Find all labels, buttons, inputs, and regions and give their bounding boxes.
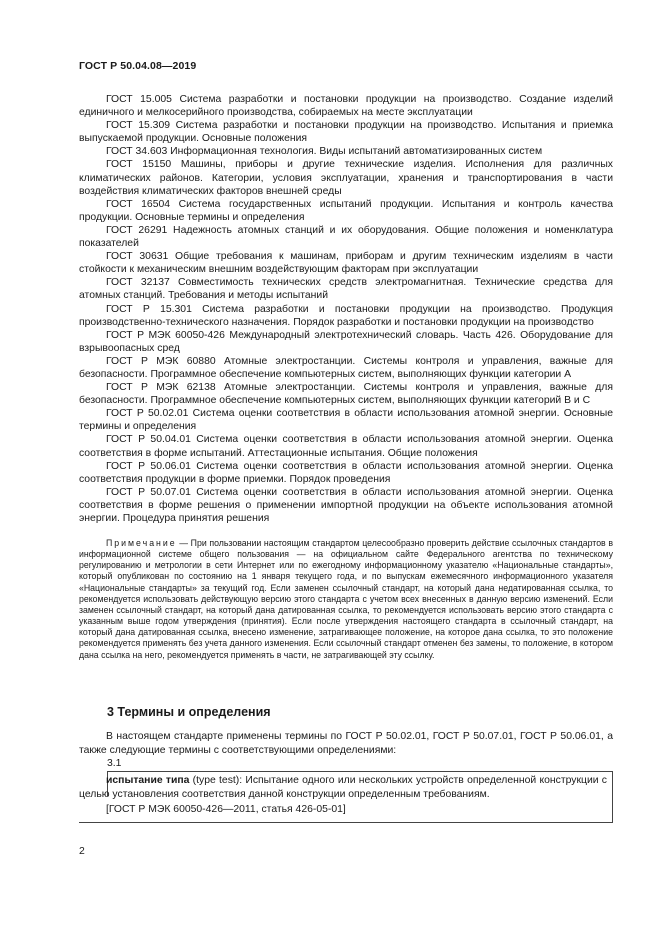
- intro-paragraph: В настоящем стандарте применены термины по ГОСТ Р 50.02.01, ГОСТ Р 50.07.01, ГОСТ Р 50.06.01, а также следующие термины с соответствующими определениями:: [79, 731, 613, 756]
- term-definition: [79, 774, 607, 801]
- box-right-border: [612, 771, 613, 823]
- section-title: 3 Термины и определения: [107, 705, 271, 719]
- reference-item: ГОСТ Р МЭК 60880 Атомные электростанции. Системы контроля и управления, важные для безопасности. Программное обеспечение компьютерных систем, выполняющих функции категории А: [79, 355, 613, 380]
- reference-item: ГОСТ Р 15.301 Система разработки и постановки продукции на производство. Продукция производственно-технического назначения. Порядок разработки и постановки продукции на производство: [79, 303, 613, 328]
- document-header: ГОСТ Р 50.04.08—2019: [79, 60, 197, 72]
- reference-item: ГОСТ Р 50.07.01 Система оценки соответствия в области использования атомной энергии. Оценка соответствия в форме решения о применении импортной продукции на объекте использования атомной энергии. Процедура принятия решения: [79, 486, 613, 524]
- term-definition-text: (type test): Испытание одного или нескольких устройств определенной конструкции с целью установления соответствия данной конструкции определенным требованиям.: [79, 775, 608, 800]
- term-number: 3.1: [107, 758, 122, 769]
- reference-item: ГОСТ 15.005 Система разработки и постановки продукции на производство. Создание изделий единичного и мелкосерийного производства, собираемых на месте эксплуатации: [79, 94, 613, 119]
- reference-item: ГОСТ 34.603 Информационная технология. Виды испытаний автоматизированных систем: [106, 146, 543, 158]
- reference-item: ГОСТ Р 50.04.01 Система оценки соответствия в области использования атомной энергии. Оценка соответствия в форме испытаний. Аттестационные испытания. Общие положения: [79, 434, 613, 459]
- term-source: [ГОСТ Р МЭК 60050-426—2011, статья 426-05-01]: [106, 804, 346, 815]
- box-bottom-border: [79, 822, 613, 823]
- reference-item: ГОСТ 15150 Машины, приборы и другие технические изделия. Исполнения для различных климатических районов. Категории, условия эксплуатации, хранения и транспортирования в части воздействия климатических факторов внешней среды: [79, 159, 613, 197]
- reference-item: ГОСТ 26291 Надежность атомных станций и их оборудования. Общие положения и номенклатура показателей: [79, 224, 613, 250]
- reference-item: ГОСТ 32137 Совместимость технических средств электромагнитная. Технические средства для атомных станций. Требования и методы испытаний: [79, 277, 613, 302]
- normative-references-list: [79, 93, 613, 525]
- reference-item: ГОСТ 15.309 Система разработки и постановки продукции на производство. Испытания и приемка выпускаемой продукции. Основные положения: [79, 120, 613, 145]
- term-name: испытание типа: [106, 775, 190, 786]
- reference-item: ГОСТ Р 50.02.01 Система оценки соответствия в области использования атомной энергии. Основные термины и определения: [79, 408, 613, 433]
- reference-item: ГОСТ Р МЭК 60050-426 Международный электротехнический словарь. Часть 426. Оборудование для взрывоопасных сред: [79, 329, 613, 354]
- note-paragraph: [79, 538, 613, 661]
- references-note: [79, 538, 613, 661]
- box-top-border: [107, 771, 613, 772]
- reference-item: ГОСТ 16504 Система государственных испытаний продукции. Испытания и контроль качества продукции. Основные термины и определения: [79, 198, 613, 223]
- term-definition-box: [79, 771, 613, 823]
- reference-item: ГОСТ 30631 Общие требования к машинам, приборам и другим техническим изделиям в части стойкости к механическим внешним воздействующим факторам при эксплуатации: [79, 251, 613, 276]
- reference-item: ГОСТ Р 50.06.01 Система оценки соответствия в области использования атомной энергии. Оценка соответствия продукции в форме приемки. Порядок проведения: [79, 460, 613, 485]
- note-label: Примечание: [106, 538, 177, 548]
- page-number: 2: [79, 846, 85, 857]
- reference-item: ГОСТ Р МЭК 62138 Атомные электростанции. Системы контроля и управления, важные для безопасности. Программное обеспечение компьютерных систем, выполняющих функции категорий В и С: [79, 382, 613, 407]
- section-intro: [79, 730, 613, 757]
- note-text: — При пользовании настоящим стандартом целесообразно проверить действие ссылочных стандартов в информационной системе общего пользования — на официальном сайте Федерального агентства по техническому регулированию и метрологии в сети Интернет или по ежегодному информационному указателю «Национальные стандарты», который опубликован по состоянию на 1 января текущего года, и по выпускам ежемесячного информационного указателя «Национальные стандарты» за текущий год. Если заменен ссылочный стандарт, на который дана недатированная ссылка, то рекомендуется использовать действующую версию этого стандарта с учетом всех внесенных в данную версию изменений. Если заменен ссылочный стандарт, на который дана датированная ссылка, то рекомендуется использовать версию этого стандарта с указанным выше годом утверждения (принятия). Если после утверждения настоящего стандарта в ссылочный стандарт, на который дана датированная ссылка, внесено изменение, затрагивающее положение, на которое дана ссылка, то это положение рекомендуется применять без учета данного изменения. Если ссылочный стандарт отменен без замены, то положение, в котором дана ссылка на него, рекомендуется применять в части, не затрагивающей эту ссылку.: [79, 538, 613, 660]
